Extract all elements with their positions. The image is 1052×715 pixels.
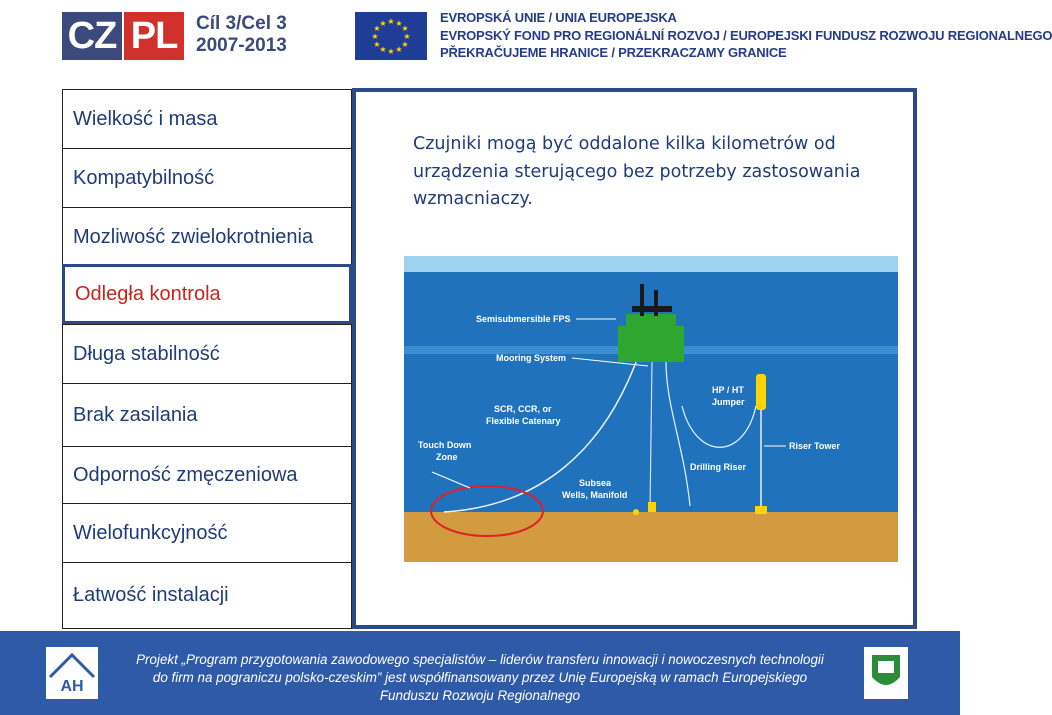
svg-text:★: ★	[403, 32, 411, 41]
goal-line2: 2007-2013	[196, 35, 287, 56]
riser-buoy-icon	[756, 374, 766, 410]
svg-text:★: ★	[395, 45, 403, 54]
menu-item-stability[interactable]	[62, 324, 352, 383]
menu-item-label: Kompatybilność	[73, 166, 215, 189]
label-drilling: Drilling Riser	[690, 462, 747, 472]
eu-text-block	[440, 9, 1052, 62]
wellhead-icon	[633, 509, 639, 515]
menu-item-label: Odległa kontrola	[75, 282, 221, 305]
label-fps: Semisubmersible FPS	[476, 314, 571, 324]
svg-text:★: ★	[401, 40, 409, 49]
ah-logo-text: AH	[60, 678, 84, 695]
eu-line-2: EVROPSKÝ FOND PRO REGIONÁLNÍ ROZVOJ / EUROPEJSKI FUNDUSZ ROZWOJU REGIONALNEGO	[440, 27, 1052, 43]
goal-logo	[196, 13, 306, 57]
eu-flag-icon	[355, 12, 427, 60]
content-panel	[352, 88, 917, 629]
label-mooring: Mooring System	[496, 353, 567, 363]
footer-line-1: Projekt „Program przygotowania zawodowego specjalistów – liderów transferu innowacji i nowoczesnych technologii	[136, 652, 824, 667]
menu-item-label: Mozliwość zwielokrotnienia	[73, 225, 314, 248]
menu-item-no-power[interactable]	[62, 383, 352, 446]
label-scr-2: Flexible Catenary	[486, 416, 561, 426]
svg-text:★: ★	[379, 19, 387, 28]
footer-text	[120, 651, 840, 705]
menu-item-compatibility[interactable]	[62, 148, 352, 207]
eu-line-1: EVROPSKÁ UNIE / UNIA EUROPEJSKA	[440, 10, 677, 25]
czpl-logo	[62, 12, 186, 60]
label-subsea: Subsea	[579, 478, 612, 488]
menu-item-label: Odporność zmęczeniowa	[73, 463, 298, 486]
menu-item-multiplexing[interactable]	[62, 207, 352, 266]
svg-text:★: ★	[371, 32, 379, 41]
label-scr: SCR, CCR, or	[494, 404, 552, 414]
menu-item-multifunction[interactable]	[62, 503, 352, 562]
logo-cz-text: CZ	[67, 15, 117, 57]
menu-item-label: Długa stabilność	[73, 342, 220, 365]
footer-line-2: do firm na pograniczu polsko-czeskim” jest współfinansowany przez Unię Europejską w ramach Europejskiego	[152, 670, 808, 685]
label-touch: Touch Down	[418, 440, 472, 450]
menu-item-label: Wielofunkcyjność	[73, 521, 228, 544]
svg-text:★: ★	[387, 17, 395, 26]
goal-line1: Cíl 3/Cel 3	[196, 13, 287, 34]
feature-menu	[62, 89, 354, 629]
svg-text:★: ★	[373, 24, 381, 33]
header	[0, 0, 1052, 78]
content-text: Czujniki mogą być oddalone kilka kilometrów od urządzenia sterującego bez potrzeby zastosowania wzmacniaczy.	[413, 134, 861, 209]
footer	[0, 631, 960, 715]
svg-text:★: ★	[401, 24, 409, 33]
menu-item-label: Wielkość i masa	[73, 107, 218, 130]
label-riser-tower: Riser Tower	[789, 441, 840, 451]
svg-text:★: ★	[395, 19, 403, 28]
svg-text:★: ★	[387, 47, 395, 56]
manifold-icon	[648, 502, 656, 512]
menu-item-size[interactable]	[62, 89, 352, 148]
label-touch-2: Zone	[436, 452, 458, 462]
menu-item-fatigue[interactable]	[62, 446, 352, 503]
menu-item-remote-control[interactable]	[62, 264, 352, 324]
footer-line-3: Funduszu Rozwoju Regionalnego	[379, 688, 581, 703]
label-hp-2: Jumper	[712, 397, 745, 407]
offshore-diagram	[404, 256, 898, 562]
svg-text:★: ★	[373, 40, 381, 49]
diagram-seabed	[404, 512, 898, 562]
menu-item-installation[interactable]	[62, 562, 352, 629]
svg-text:★: ★	[379, 45, 387, 54]
riser-base-icon	[755, 506, 767, 514]
label-hp: HP / HT	[712, 385, 744, 395]
crest-logo-icon	[864, 647, 908, 699]
diagram-sky	[404, 256, 898, 272]
ah-logo-icon	[46, 647, 98, 699]
eu-line-3: PŘEKRAČUJEME HRANICE / PRZEKRACZAMY GRANICE	[440, 45, 787, 60]
menu-item-label: Brak zasilania	[73, 403, 198, 426]
logo-pl-text: PL	[130, 15, 178, 57]
label-subsea-2: Wells, Manifold	[562, 490, 628, 500]
menu-item-label: Łatwość instalacji	[73, 584, 229, 606]
